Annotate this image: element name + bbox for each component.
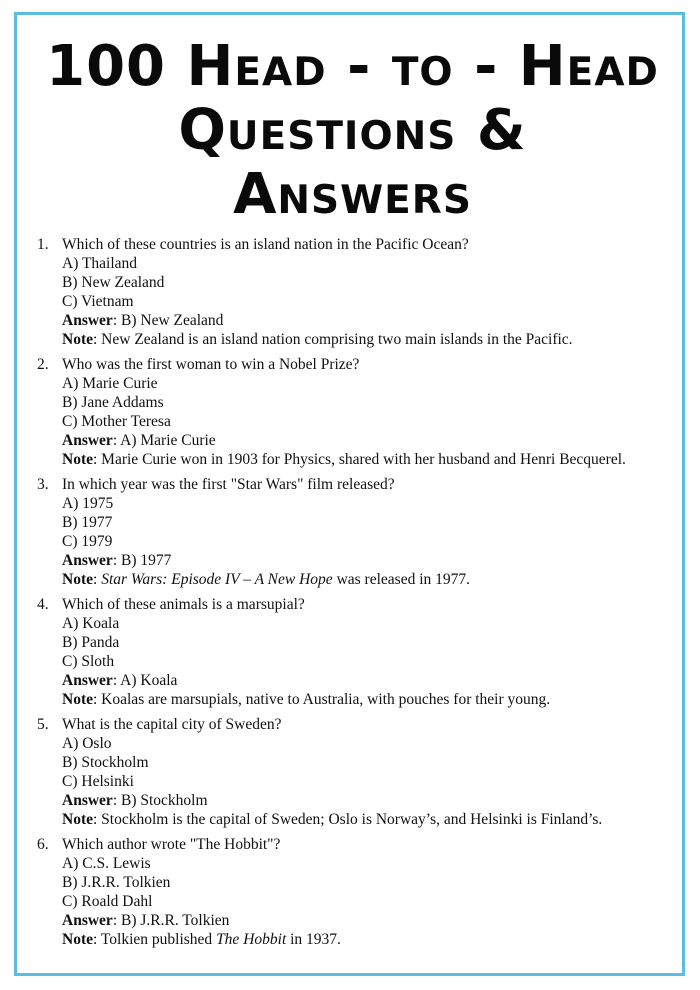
answer-line	[62, 311, 677, 330]
answer-label: Answer	[62, 912, 113, 929]
note-label: Note	[62, 331, 93, 348]
answer-line	[62, 551, 677, 570]
answer-option: C) 1979	[62, 533, 113, 550]
answer-value: : A) Koala	[112, 672, 178, 689]
note-label: Note	[62, 451, 93, 468]
answer-value: : B) Stockholm	[112, 792, 208, 809]
title-line-1: 100 Head - to - Head	[46, 34, 659, 99]
note-line	[62, 810, 677, 829]
question-item	[37, 835, 677, 949]
answer-option: C) Helsinki	[62, 773, 134, 790]
answer-option: C) Vietnam	[62, 293, 134, 310]
answer-label: Answer	[62, 432, 113, 449]
title-line-3: Answers	[233, 162, 472, 227]
note-label: Note	[62, 571, 93, 588]
answer-value: : B) J.R.R. Tolkien	[112, 912, 230, 929]
question-text: Which of these animals is a marsupial?	[62, 596, 305, 613]
note-text: :	[93, 571, 102, 588]
note-text-end: was released in 1977.	[332, 571, 471, 588]
answer-label: Answer	[62, 792, 113, 809]
page-title	[17, 35, 688, 227]
question-text: Who was the first woman to win a Nobel Prize?	[62, 356, 360, 373]
answer-value: : A) Marie Curie	[112, 432, 216, 449]
question-text: Which author wrote "The Hobbit"?	[62, 836, 281, 853]
answer-option: A) 1975	[62, 495, 114, 512]
answer-option: B) Stockholm	[62, 754, 149, 771]
question-item	[37, 595, 677, 709]
answer-option: A) Thailand	[62, 255, 138, 272]
note-text: : Tolkien published	[93, 931, 217, 948]
page-frame	[14, 12, 685, 976]
question-number: 5.	[37, 716, 49, 733]
question-item	[37, 355, 677, 469]
answer-option: B) Panda	[62, 634, 120, 651]
answer-line	[62, 911, 677, 930]
answer-option: C) Roald Dahl	[62, 893, 153, 910]
answer-option: A) Oslo	[62, 735, 112, 752]
note-text: : Koalas are marsupials, native to Australia, with pouches for their young.	[93, 691, 551, 708]
answer-option: A) C.S. Lewis	[62, 855, 151, 872]
note-label: Note	[62, 811, 93, 828]
question-list	[37, 235, 677, 955]
answer-label: Answer	[62, 552, 113, 569]
answer-line	[62, 671, 677, 690]
answer-option: C) Sloth	[62, 653, 115, 670]
answer-value: : B) New Zealand	[112, 312, 224, 329]
note-text-end: in 1937.	[286, 931, 341, 948]
note-line	[62, 690, 677, 709]
note-italic-title: The Hobbit	[216, 931, 287, 948]
answer-label: Answer	[62, 312, 113, 329]
note-text: : Marie Curie won in 1903 for Physics, shared with her husband and Henri Becquerel.	[93, 451, 626, 468]
question-item	[37, 475, 677, 589]
question-item	[37, 235, 677, 349]
answer-option: C) Mother Teresa	[62, 413, 171, 430]
question-text: Which of these countries is an island nation in the Pacific Ocean?	[62, 236, 469, 253]
answer-option: A) Koala	[62, 615, 120, 632]
title-line-2: Questions &	[178, 98, 527, 163]
answer-option: B) New Zealand	[62, 274, 165, 291]
answer-option: B) Jane Addams	[62, 394, 164, 411]
answer-option: B) 1977	[62, 514, 113, 531]
question-text: What is the capital city of Sweden?	[62, 716, 282, 733]
answer-option: A) Marie Curie	[62, 375, 158, 392]
question-number: 6.	[37, 836, 49, 853]
note-line	[62, 330, 677, 349]
answer-value: : B) 1977	[112, 552, 172, 569]
question-number: 3.	[37, 476, 49, 493]
question-text: In which year was the first "Star Wars" film released?	[62, 476, 395, 493]
note-line	[62, 450, 677, 469]
answer-line	[62, 431, 677, 450]
question-number: 1.	[37, 236, 49, 253]
note-label: Note	[62, 691, 93, 708]
answer-label: Answer	[62, 672, 113, 689]
note-line	[62, 930, 677, 949]
answer-option: B) J.R.R. Tolkien	[62, 874, 171, 891]
note-text: : Stockholm is the capital of Sweden; Oslo is Norway’s, and Helsinki is Finland’s.	[93, 811, 603, 828]
question-number: 2.	[37, 356, 49, 373]
note-line	[62, 570, 677, 589]
note-label: Note	[62, 931, 93, 948]
question-item	[37, 715, 677, 829]
note-italic-title: Star Wars: Episode IV – A New Hope	[101, 571, 333, 588]
question-number: 4.	[37, 596, 49, 613]
note-text: : New Zealand is an island nation comprising two main islands in the Pacific.	[93, 331, 573, 348]
answer-line	[62, 791, 677, 810]
